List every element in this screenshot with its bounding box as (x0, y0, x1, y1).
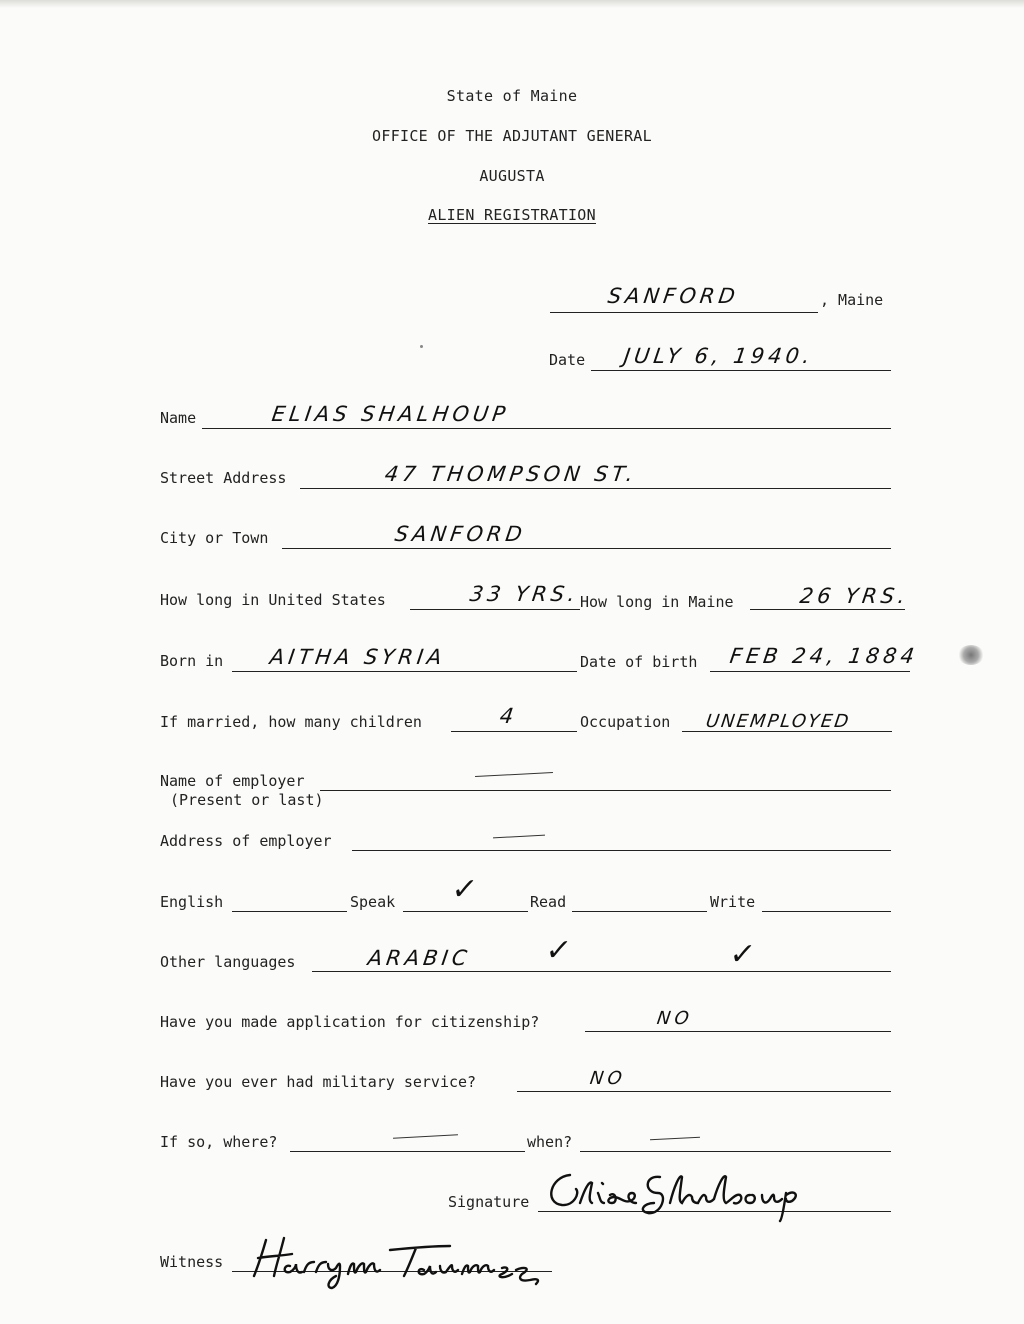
when-dash (650, 1137, 700, 1141)
office-heading: OFFICE OF THE ADJUTANT GENERAL (372, 127, 652, 145)
scan-speck (420, 345, 423, 348)
speak-line (403, 911, 528, 912)
read-label: Read (530, 893, 567, 911)
dob-line (710, 671, 910, 672)
employer-address-line (352, 850, 891, 851)
location-line (550, 312, 818, 313)
write-label: Write (710, 893, 756, 911)
children-line (451, 731, 577, 732)
us-years-value[interactable]: 33 YRS. (468, 582, 581, 606)
witness-handwriting (240, 1230, 550, 1290)
speak-label: Speak (350, 893, 396, 911)
employer-address-label: Address of employer (160, 832, 332, 850)
name-label: Name (160, 409, 197, 427)
dob-label: Date of birth (580, 653, 698, 671)
city-value[interactable]: SANFORD (393, 522, 528, 546)
location-suffix: , Maine (820, 291, 884, 309)
city-line (282, 548, 891, 549)
street-label: Street Address (160, 469, 287, 487)
english-label: English (160, 893, 224, 911)
maine-years-value[interactable]: 26 YRS. (798, 584, 911, 608)
occupation-label: Occupation (580, 713, 671, 731)
employer-address-dash (493, 835, 545, 839)
other-languages-label: Other languages (160, 953, 296, 971)
children-label: If married, how many children (160, 713, 422, 731)
ink-blot (958, 645, 984, 665)
where-line (290, 1151, 525, 1152)
city-heading: AUGUSTA (479, 167, 545, 185)
maine-years-label: How long in Maine (580, 593, 734, 611)
name-value[interactable]: ELIAS SHALHOUP (270, 402, 511, 426)
when-label: when? (527, 1133, 573, 1151)
where-dash (393, 1134, 458, 1138)
scan-edge (0, 0, 1024, 8)
us-years-line (410, 609, 580, 610)
military-value[interactable]: NO (588, 1068, 628, 1089)
employer-sublabel: (Present or last) (170, 791, 324, 809)
date-line (591, 370, 891, 371)
date-value[interactable]: JULY 6, 1940. (622, 344, 816, 368)
employer-label: Name of employer (160, 772, 305, 790)
date-label: Date (549, 351, 586, 369)
other-languages-value[interactable]: ARABIC (366, 946, 473, 970)
read-check[interactable]: ✓ (543, 933, 574, 968)
speak-check[interactable]: ✓ (449, 872, 480, 907)
born-in-value[interactable]: AITHA SYRIA (268, 645, 448, 669)
citizenship-line (585, 1031, 891, 1032)
us-years-label: How long in United States (160, 591, 386, 609)
write-line (762, 911, 891, 912)
employer-dash (475, 772, 553, 777)
read-line (572, 911, 707, 912)
dob-value[interactable]: FEB 24, 1884 (728, 644, 920, 668)
military-label: Have you ever had military service? (160, 1073, 477, 1091)
occupation-value[interactable]: UNEMPLOYED (704, 711, 852, 732)
location-value[interactable]: SANFORD (606, 284, 741, 308)
name-line (202, 428, 891, 429)
military-line (517, 1091, 891, 1092)
signature-label: Signature (448, 1193, 530, 1211)
when-line (580, 1151, 891, 1152)
where-label: If so, where? (160, 1133, 278, 1151)
street-value[interactable]: 47 THOMPSON ST. (383, 462, 639, 486)
state-heading: State of Maine (446, 87, 578, 105)
form-title: ALIEN REGISTRATION (428, 206, 596, 224)
english-line (232, 911, 347, 912)
employer-line (320, 790, 891, 791)
citizenship-value[interactable]: NO (655, 1008, 695, 1029)
citizenship-label: Have you made application for citizenship? (160, 1013, 540, 1031)
city-label: City or Town (160, 529, 269, 547)
signature-handwriting (540, 1163, 810, 1223)
other-languages-line (312, 971, 891, 972)
born-in-line (232, 671, 577, 672)
write-check[interactable]: ✓ (727, 937, 758, 972)
maine-years-line (750, 609, 905, 610)
street-line (300, 488, 891, 489)
born-in-label: Born in (160, 652, 224, 670)
children-value[interactable]: 4 (498, 704, 520, 728)
witness-label: Witness (160, 1253, 224, 1271)
